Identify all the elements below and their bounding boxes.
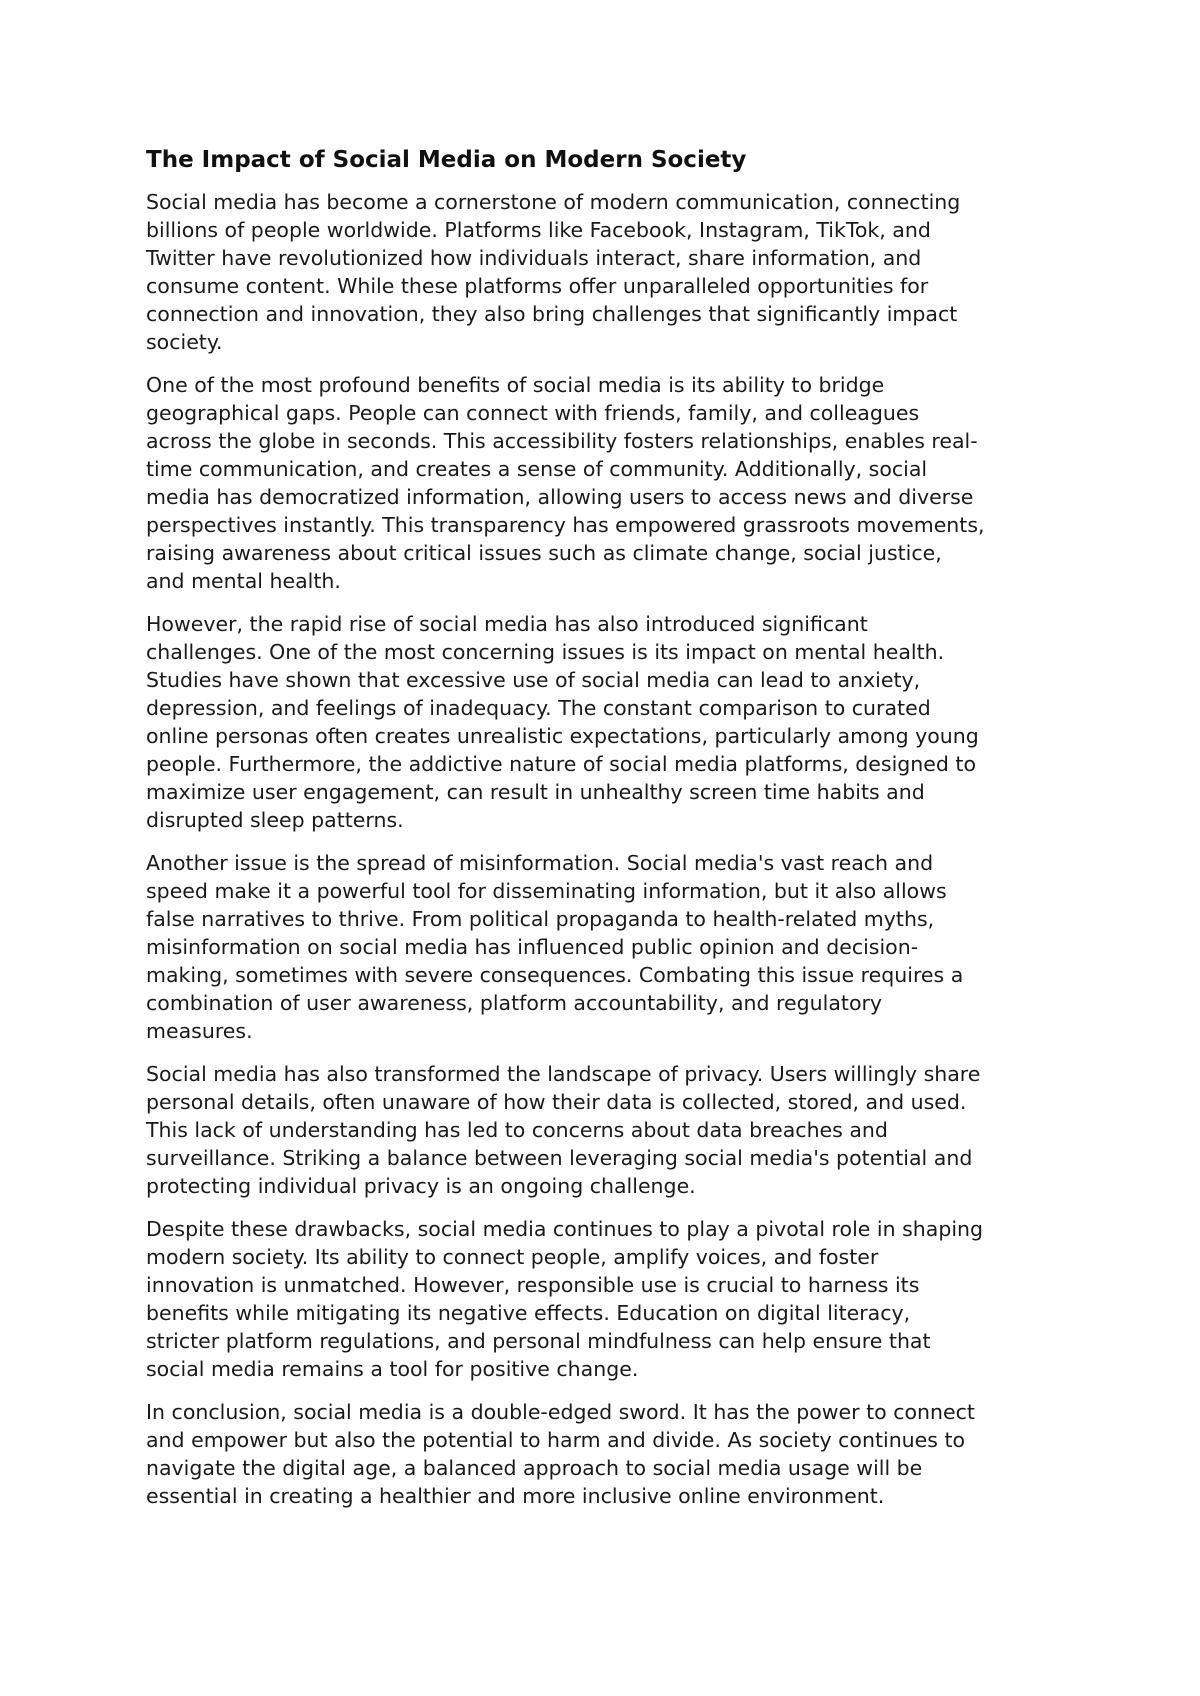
paragraph-line: Despite these drawbacks, social media continues to play a pivotal role in shaping — [146, 1217, 984, 1241]
paragraph-line: raising awareness about critical issues such as climate change, social justice, — [146, 541, 942, 565]
paragraph-2 — [146, 371, 1076, 595]
paragraph-line: benefits while mitigating its negative effects. Education on digital literacy, — [146, 1301, 911, 1325]
paragraph-line: One of the most profound benefits of social media is its ability to bridge — [146, 373, 885, 397]
paragraph-line: consume content. While these platforms offer unparalleled opportunities for — [146, 274, 929, 298]
paragraph-line: people. Furthermore, the addictive nature of social media platforms, designed to — [146, 752, 977, 776]
paragraph-line: making, sometimes with severe consequences. Combating this issue requires a — [146, 963, 964, 987]
paragraph-line: Studies have shown that excessive use of social media can lead to anxiety, — [146, 668, 921, 692]
paragraph-line: maximize user engagement, can result in unhealthy screen time habits and — [146, 780, 925, 804]
paragraph-line: false narratives to thrive. From political propaganda to health-related myths, — [146, 907, 935, 931]
paragraph-6 — [146, 1215, 1076, 1383]
paragraph-line: However, the rapid rise of social media has also introduced significant — [146, 612, 868, 636]
paragraph-4 — [146, 849, 1076, 1045]
paragraph-line: challenges. One of the most concerning issues is its impact on mental health. — [146, 640, 945, 664]
paragraph-line: Social media has become a cornerstone of modern communication, connecting — [146, 190, 961, 214]
paragraph-line: innovation is unmatched. However, responsible use is crucial to harness its — [146, 1273, 920, 1297]
paragraph-5 — [146, 1060, 1076, 1200]
paragraph-line: In conclusion, social media is a double-edged sword. It has the power to connect — [146, 1400, 975, 1424]
paragraph-line: Social media has also transformed the landscape of privacy. Users willingly share — [146, 1062, 981, 1086]
paragraph-line: online personas often creates unrealistic expectations, particularly among young — [146, 724, 979, 748]
paragraph-line: time communication, and creates a sense of community. Additionally, social — [146, 457, 928, 481]
paragraph-1 — [146, 188, 1076, 356]
paragraph-line: disrupted sleep patterns. — [146, 808, 404, 832]
paragraph-line: geographical gaps. People can connect with friends, family, and colleagues — [146, 401, 920, 425]
document-page — [146, 140, 1076, 1525]
paragraph-line: measures. — [146, 1019, 253, 1043]
paragraph-line: media has democratized information, allowing users to access news and diverse — [146, 485, 974, 509]
paragraph-line: society. — [146, 330, 223, 354]
paragraph-line: surveillance. Striking a balance between leveraging social media's potential and — [146, 1146, 973, 1170]
paragraph-line: and mental health. — [146, 569, 341, 593]
paragraph-line: misinformation on social media has influenced public opinion and decision- — [146, 935, 919, 959]
document-title: The Impact of Social Media on Modern Society — [146, 147, 747, 173]
paragraph-line: navigate the digital age, a balanced approach to social media usage will be — [146, 1456, 923, 1480]
paragraph-line: perspectives instantly. This transparency has empowered grassroots movements, — [146, 513, 985, 537]
document-body — [146, 188, 1076, 1510]
paragraph-line: stricter platform regulations, and personal mindfulness can help ensure that — [146, 1329, 931, 1353]
paragraph-line: across the globe in seconds. This accessibility fosters relationships, enables real- — [146, 429, 978, 453]
paragraph-line: social media remains a tool for positive change. — [146, 1357, 639, 1381]
paragraph-line: and empower but also the potential to harm and divide. As society continues to — [146, 1428, 966, 1452]
paragraph-line: speed make it a powerful tool for disseminating information, but it also allows — [146, 879, 947, 903]
paragraph-line: combination of user awareness, platform accountability, and regulatory — [146, 991, 883, 1015]
paragraph-line: Twitter have revolutionized how individuals interact, share information, and — [146, 246, 922, 270]
paragraph-line: modern society. Its ability to connect people, amplify voices, and foster — [146, 1245, 879, 1269]
paragraph-line: This lack of understanding has led to concerns about data breaches and — [146, 1118, 888, 1142]
paragraph-line: connection and innovation, they also bring challenges that significantly impact — [146, 302, 958, 326]
paragraph-line: billions of people worldwide. Platforms like Facebook, Instagram, TikTok, and — [146, 218, 931, 242]
paragraph-line: protecting individual privacy is an ongoing challenge. — [146, 1174, 696, 1198]
paragraph-line: essential in creating a healthier and more inclusive online environment. — [146, 1484, 885, 1508]
paragraph-3 — [146, 610, 1076, 834]
paragraph-line: Another issue is the spread of misinformation. Social media's vast reach and — [146, 851, 934, 875]
paragraph-line: depression, and feelings of inadequacy. The constant comparison to curated — [146, 696, 931, 720]
paragraph-line: personal details, often unaware of how their data is collected, stored, and used. — [146, 1090, 967, 1114]
paragraph-7 — [146, 1398, 1076, 1510]
